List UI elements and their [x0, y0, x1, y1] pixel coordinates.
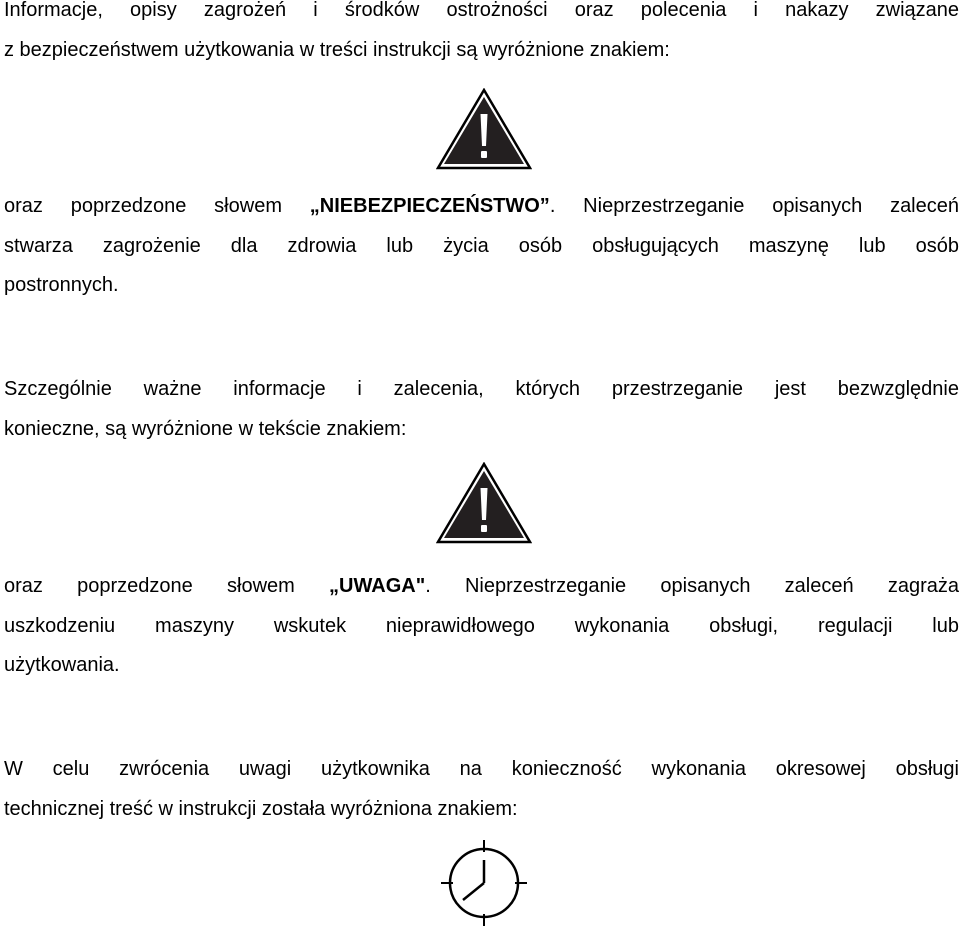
text-line: [4, 567, 959, 607]
paragraph-attention: [4, 567, 959, 686]
text-fragment: oraz poprzedzone słowem: [4, 195, 310, 217]
text-line: Szczególnie ważne informacje i zalecenia, których przestrzeganie jest bezwzględnie: [4, 378, 959, 400]
text-line: postronnych.: [4, 274, 119, 296]
text-line: Informacje, opisy zagrożeń i środków ostrożności oraz polecenia i nakazy związane: [4, 0, 959, 21]
text-line: technicznej treść w instrukcji została wyróżniona znakiem:: [4, 797, 518, 820]
text-line: konieczne, są wyróżnione w tekście znakiem:: [4, 417, 407, 440]
paragraph-danger: [4, 187, 959, 306]
text-line: [4, 187, 959, 227]
keyword-niebezpieczenstwo: „NIEBEZPIECZEŃSTWO”: [309, 195, 550, 217]
text-fragment: oraz poprzedzone słowem: [4, 575, 330, 597]
paragraph-safety-intro: [4, 0, 959, 70]
text-fragment: . Nieprzestrzeganie opisanych zaleceń zagraża: [425, 575, 959, 597]
warning-triangle-icon: [436, 88, 532, 170]
keyword-uwaga: „UWAGA": [329, 575, 426, 597]
maintenance-sign: [439, 838, 529, 933]
text-line: z bezpieczeństwem użytkowania w treści instrukcji są wyróżnione znakiem:: [4, 38, 670, 61]
paragraph-important-intro: [4, 370, 959, 449]
text-line: W celu zwrócenia uwagi użytkownika na konieczność wykonania okresowej obsługi: [4, 758, 959, 780]
attention-warning-sign: [436, 462, 532, 549]
text-fragment: . Nieprzestrzeganie opisanych zaleceń: [549, 195, 959, 217]
clock-icon: [439, 838, 529, 928]
danger-warning-sign: [436, 88, 532, 175]
text-line: użytkowania.: [4, 654, 120, 676]
warning-triangle-icon: [436, 462, 532, 544]
paragraph-maintenance-intro: [4, 750, 959, 829]
text-line: uszkodzeniu maszyny wskutek nieprawidłowego wykonania obsługi, regulacji lub: [4, 614, 959, 637]
text-line: stwarza zagrożenie dla zdrowia lub życia osób obsługujących maszynę lub osób: [4, 234, 959, 257]
